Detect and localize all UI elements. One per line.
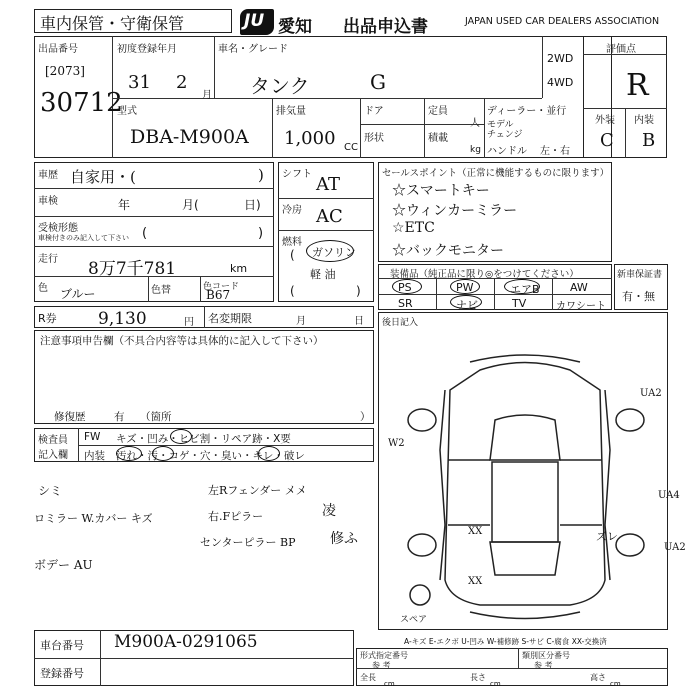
ju-logo: JU: [240, 9, 274, 35]
equip-airbag-circle: [504, 279, 540, 294]
spare-label: スペア: [400, 615, 428, 625]
drive-2wd: 2WD: [547, 52, 574, 65]
doors-label: ドア: [364, 106, 384, 117]
inspector-mark-1: [170, 429, 192, 444]
remark-2: ロミラー W.カバー キズ: [34, 512, 153, 525]
equip-ps-circle: [392, 279, 422, 294]
annotation-ua2-top: UA2: [640, 388, 662, 399]
equip-airbag: エアB: [510, 283, 540, 296]
annotation-xx-2: XX: [468, 576, 483, 587]
interior-label: 内装: [634, 115, 654, 126]
sales-point-4: ☆バックモニター: [392, 243, 504, 259]
damage-legend: A-キズ E-エクボ U-凹み W-補修跡 S-サビ C-腐食 XX-交換済: [404, 637, 607, 646]
lot-label: 出品番号: [38, 44, 78, 55]
model-name: タンク: [250, 74, 310, 98]
equip-navi: ナビ: [456, 299, 478, 312]
car-outline-diagram: [400, 350, 650, 620]
remark-3: ボデー AU: [34, 558, 93, 572]
history-label: 車歴: [38, 170, 58, 181]
annotation-ua4: UA4: [658, 490, 680, 501]
score-label: 評価点: [606, 44, 636, 55]
equip-pw: PW: [456, 281, 474, 294]
equip-tv: TV: [512, 297, 527, 310]
color-label: 色: [38, 283, 48, 294]
mileage-value: 8万7千781: [88, 259, 177, 279]
inspector-mark-3: [152, 446, 174, 461]
mileage-label: 走行: [38, 254, 58, 265]
annotation-xx-1: XX: [468, 526, 483, 537]
equip-sr: SR: [398, 297, 413, 310]
org-name: 愛知: [278, 17, 312, 37]
lot-number: 30712: [40, 88, 123, 118]
interior-grade: B: [642, 130, 656, 151]
type-code: DBA-M900A: [130, 126, 249, 148]
form-title: 出品申込書: [343, 17, 428, 37]
sales-point-2: ☆ウィンカーミラー: [392, 203, 518, 219]
type-label: 型式: [117, 106, 137, 117]
model-grade-label: 車名・グレード: [218, 44, 288, 55]
shift-value: AT: [316, 174, 341, 195]
handle-label: ハンドル: [487, 146, 527, 157]
exterior-grade: C: [600, 130, 614, 151]
color-value: ブルー: [60, 287, 96, 301]
inspector-mark-4: [258, 446, 280, 461]
first-reg-month: 2: [176, 72, 188, 93]
chassis-number: M900A-0291065: [114, 632, 258, 652]
annotation-w2: W2: [388, 438, 405, 449]
shape-label: 形状: [364, 133, 384, 144]
sales-point-1: ☆スマートキー: [392, 183, 490, 199]
lot-prefix: [2073]: [45, 64, 85, 78]
inspector-mark-2: [116, 446, 142, 461]
score-value: R: [626, 68, 649, 103]
grade: G: [370, 70, 386, 94]
sales-point-3: ☆ETC: [392, 220, 435, 236]
load-label: 積載: [428, 133, 448, 144]
handle-options: 左・右: [540, 146, 570, 157]
history-value: 自家用・(: [70, 168, 136, 186]
dealer-label: ディーラー・並行: [487, 106, 567, 117]
drive-4wd: 4WD: [547, 76, 574, 89]
equip-aw: AW: [570, 281, 588, 294]
fuel-selected: ガソリン: [312, 246, 356, 259]
ac-value: AC: [316, 206, 343, 227]
annotation-ua2-bottom: UA2: [664, 542, 686, 553]
displacement-label: 排気量: [276, 106, 306, 117]
equip-ps: PS: [398, 281, 412, 294]
displacement: 1,000: [284, 128, 336, 149]
equip-navi-circle: [450, 295, 482, 309]
remark-right-2: 右.Fピラー: [208, 510, 264, 523]
remark-right-1: 左Rフェンダー メメ: [208, 484, 307, 497]
recycle-amount: 9,130: [98, 309, 147, 329]
remark-right-4: 凌: [322, 503, 336, 519]
capacity-label: 定員: [428, 106, 448, 117]
remark-1: シミ: [38, 484, 63, 498]
first-reg-year: 31: [128, 72, 151, 93]
association-name: JAPAN USED CAR DEALERS ASSOCIATION: [465, 16, 660, 27]
equip-seat: カワシート: [556, 301, 606, 312]
first-reg-label: 初度登録年月: [117, 44, 177, 55]
inspection-label: 車検: [38, 196, 58, 207]
exterior-label: 外装: [595, 115, 615, 126]
remark-right-3: センターピラー BP: [200, 536, 296, 549]
storage-tag: 車内保管・守衛保管: [40, 14, 185, 33]
reception-label: 受検形態: [38, 223, 78, 234]
equip-pw-circle: [450, 279, 480, 294]
remark-right-5: 修ふ: [330, 531, 358, 547]
color-code: B67: [206, 288, 231, 302]
annotation-zure: ズレ: [596, 530, 618, 543]
